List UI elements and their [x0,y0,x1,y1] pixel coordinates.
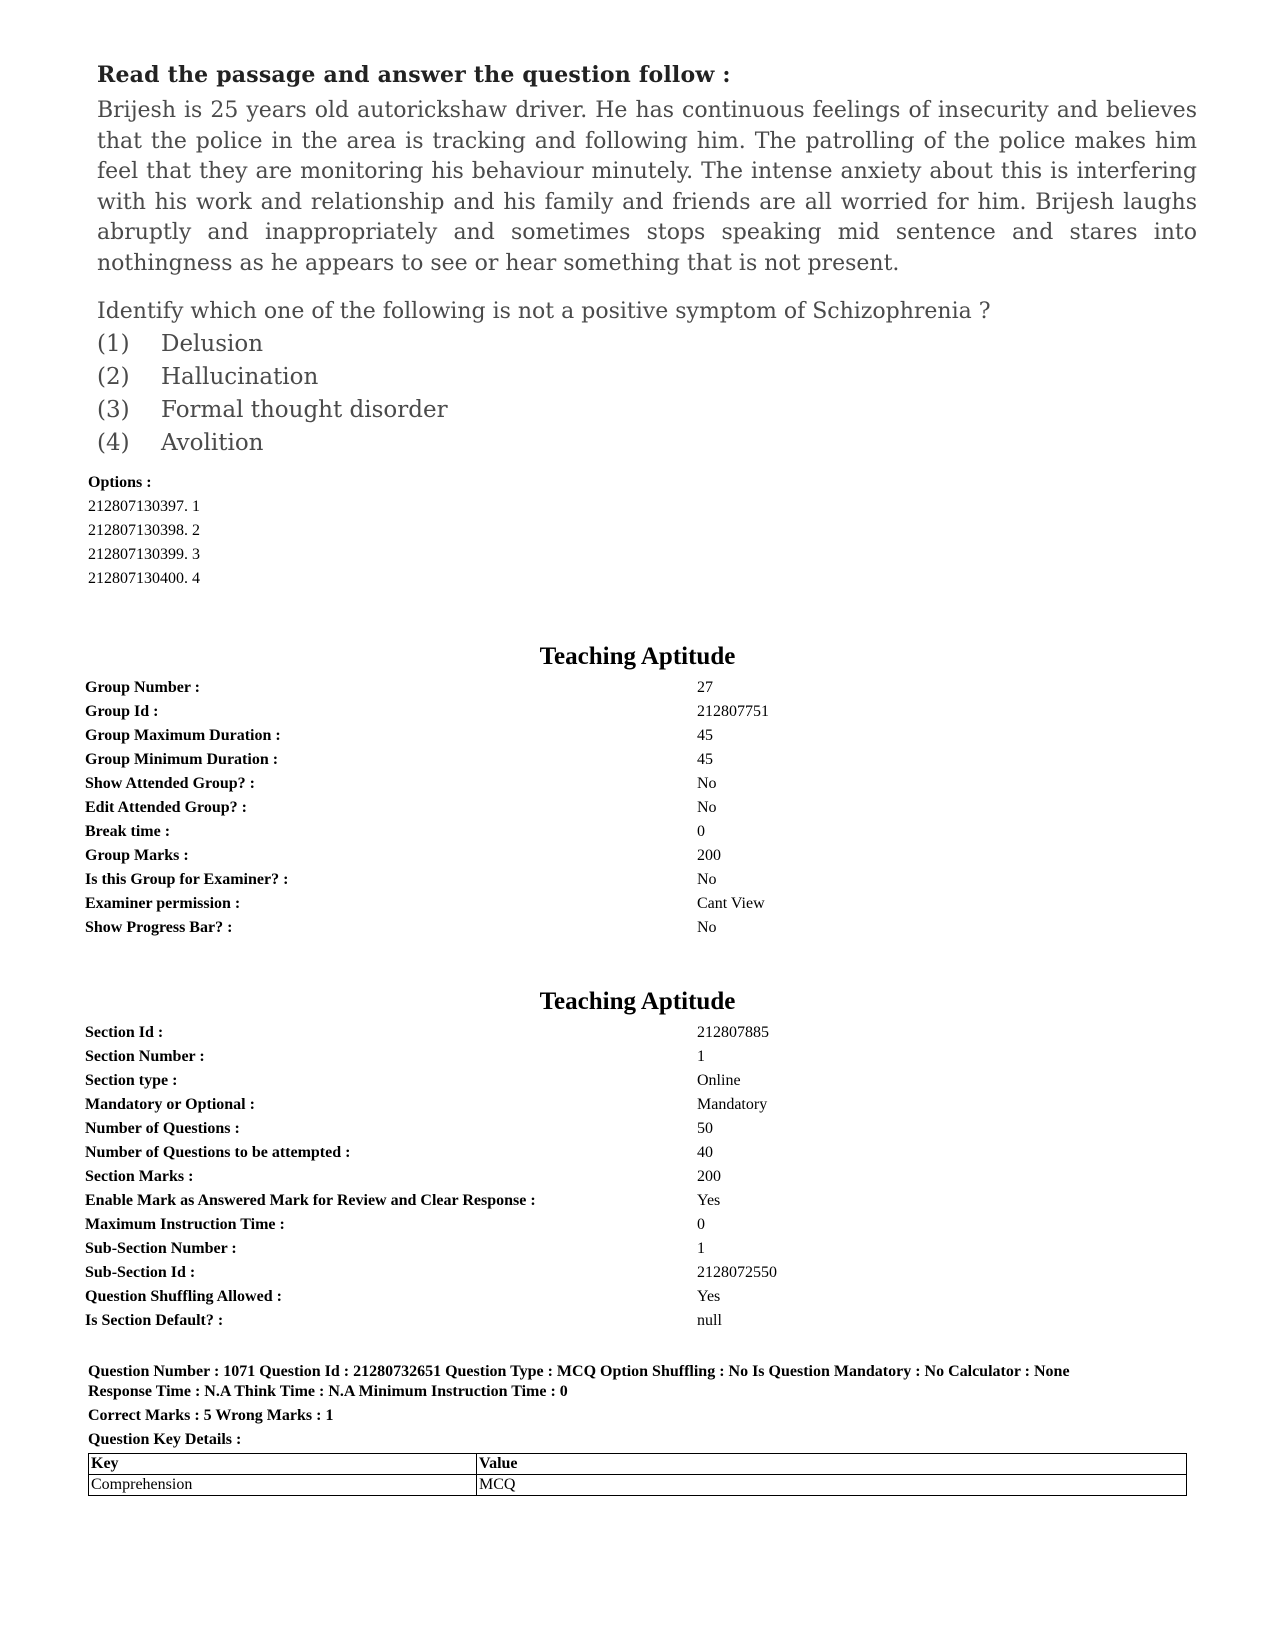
detail-key: Edit Attended Group? : [85,799,247,816]
detail-row [85,1069,1185,1093]
choice-item [97,427,1197,460]
detail-key: Break time : [85,823,171,840]
detail-value: 27 [697,679,713,696]
section-title: Teaching Aptitude [539,988,736,1015]
detail-row [85,748,1185,772]
detail-row [85,1237,1185,1261]
detail-row [85,820,1185,844]
options-block [88,471,200,591]
detail-key: Group Marks : [85,847,189,864]
detail-value: Yes [697,1288,721,1305]
detail-key: Show Attended Group? : [85,775,255,792]
detail-row [85,1045,1185,1069]
section-details [85,1021,1185,1333]
choice-text: Delusion [161,331,264,357]
choice-number: (4) [97,430,130,456]
detail-row [85,700,1185,724]
detail-value: No [697,775,717,792]
detail-value: 2128072550 [697,1264,777,1281]
choice-text: Avolition [161,430,264,456]
detail-value: Online [697,1072,741,1089]
detail-value: 1 [697,1240,705,1257]
option-item: 212807130397. 1 [88,498,200,515]
table-header-row [89,1454,1187,1475]
detail-row [85,724,1185,748]
detail-value: 212807751 [697,703,769,720]
detail-value: 50 [697,1120,713,1137]
detail-value: 1 [697,1048,705,1065]
detail-row [85,1117,1185,1141]
choice-number: (1) [97,331,130,357]
detail-row [85,796,1185,820]
choice-text: Hallucination [161,364,319,390]
passage-heading: Read the passage and answer the question follow : [97,62,731,88]
detail-value: Cant View [697,895,765,912]
detail-row [85,1093,1185,1117]
key-details-label: Question Key Details : [88,1431,242,1448]
detail-value: 200 [697,847,721,864]
detail-key: Section Marks : [85,1168,194,1185]
detail-key: Section Id : [85,1024,164,1041]
passage-text: Brijesh is 25 years old autorickshaw driver. He has continuous feelings of insecurity and believes that the police in the area is tracking and following him. The patrolling of the police makes him feel that they are monitoring his behaviour minutely. The intense anxiety about this is interfering with his work and relationship and his family and friends are all worried for him. Brijesh laughs abruptly and inappropriately and sometimes stops speaking mid sentence and stares into nothingness as he appears to see or hear something that is not present. [97,98,1197,276]
detail-key: Group Minimum Duration : [85,751,279,768]
detail-value: No [697,919,717,936]
table-cell: Comprehension [89,1475,477,1496]
question-key-table [88,1453,1187,1496]
detail-value: 212807885 [697,1024,769,1041]
detail-value: 45 [697,751,713,768]
detail-value: 0 [697,1216,705,1233]
detail-row [85,1021,1185,1045]
choice-number: (2) [97,364,130,390]
question-meta-line: Question Number : 1071 Question Id : 21280732651 Question Type : MCQ Option Shuffling : No Is Question Mandatory : No Calculator : None [88,1363,1070,1380]
question-meta [88,1362,1198,1450]
detail-key: Enable Mark as Answered Mark for Review and Clear Response : [85,1192,536,1209]
detail-value: No [697,799,717,816]
detail-value: 45 [697,727,713,744]
choice-item [97,361,1197,394]
detail-row [85,916,1185,940]
group-details [85,676,1185,940]
detail-row [85,1213,1185,1237]
group-title: Teaching Aptitude [539,643,736,670]
detail-value: No [697,871,717,888]
detail-key: Maximum Instruction Time : [85,1216,285,1233]
detail-row [85,1189,1185,1213]
detail-row [85,892,1185,916]
choice-item [97,328,1197,361]
detail-key: Is Section Default? : [85,1312,224,1329]
detail-key: Question Shuffling Allowed : [85,1288,282,1305]
question-text: Identify which one of the following is not a positive symptom of Schizophrenia ? [97,299,991,324]
table-cell: MCQ [477,1475,1187,1496]
detail-key: Mandatory or Optional : [85,1096,255,1113]
detail-key: Section Number : [85,1048,205,1065]
detail-key: Section type : [85,1072,178,1089]
choice-list [97,328,1197,460]
detail-row [85,1285,1185,1309]
detail-value: 0 [697,823,705,840]
detail-row [85,676,1185,700]
detail-key: Group Maximum Duration : [85,727,281,744]
detail-row [85,1309,1185,1333]
detail-row [85,772,1185,796]
options-title: Options : [88,474,152,491]
detail-row [85,868,1185,892]
detail-value: 40 [697,1144,713,1161]
marks-line: Correct Marks : 5 Wrong Marks : 1 [88,1407,334,1424]
detail-key: Sub-Section Number : [85,1240,237,1257]
detail-row [85,844,1185,868]
option-item: 212807130400. 4 [88,570,200,587]
choice-item [97,394,1197,427]
option-item: 212807130399. 3 [88,546,200,563]
table-row [89,1475,1187,1496]
detail-value: null [697,1312,722,1329]
column-header: Value [477,1454,1187,1475]
detail-key: Examiner permission : [85,895,241,912]
detail-value: Yes [697,1192,721,1209]
detail-key: Number of Questions to be attempted : [85,1144,351,1161]
detail-value: 200 [697,1168,721,1185]
detail-key: Is this Group for Examiner? : [85,871,289,888]
detail-key: Show Progress Bar? : [85,919,233,936]
detail-row [85,1165,1185,1189]
detail-value: Mandatory [697,1096,768,1113]
choice-number: (3) [97,397,130,423]
option-item: 212807130398. 2 [88,522,200,539]
question-meta-line: Response Time : N.A Think Time : N.A Minimum Instruction Time : 0 [88,1383,568,1400]
detail-key: Group Id : [85,703,159,720]
column-header: Key [89,1454,477,1475]
detail-key: Sub-Section Id : [85,1264,196,1281]
detail-row [85,1261,1185,1285]
detail-key: Number of Questions : [85,1120,240,1137]
detail-key: Group Number : [85,679,200,696]
detail-row [85,1141,1185,1165]
question-passage [97,62,1197,460]
choice-text: Formal thought disorder [161,397,448,423]
